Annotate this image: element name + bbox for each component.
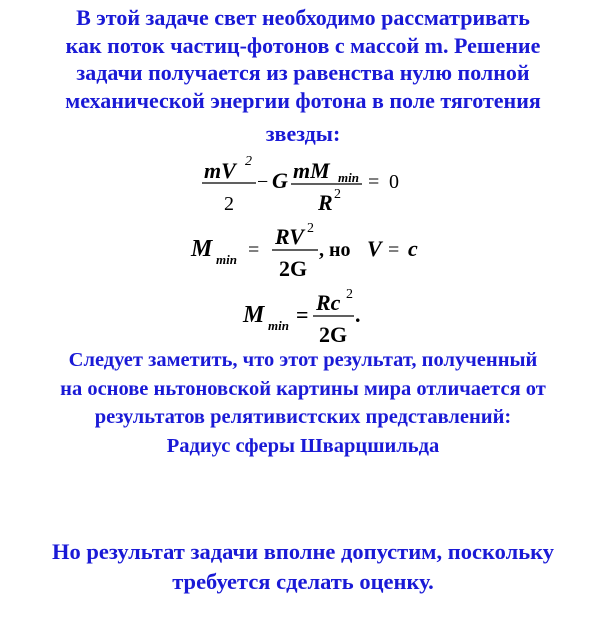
f2-V: V — [367, 236, 382, 261]
f2-sub: min — [216, 252, 237, 267]
f2-equals: = — [248, 239, 260, 261]
f3-sub: min — [268, 318, 289, 333]
note-line: Следует заметить, что этот результат, полученный — [68, 349, 538, 371]
formula-mmin-general — [188, 216, 428, 284]
note-line: результатов релятивистских представлений: — [94, 406, 512, 428]
f2-eq2: = — [388, 239, 400, 261]
formula-energy-balance — [190, 148, 420, 220]
f1-zero: 0 — [389, 171, 399, 193]
formula-mmin-result — [240, 282, 380, 350]
f1-den-left: 2 — [224, 193, 234, 215]
f1-den-right-exp: 2 — [334, 187, 341, 202]
f1-num-left-exp: 2 — [245, 154, 252, 169]
intro-line: В этой задаче свет необходимо рассматривать — [76, 5, 530, 30]
f2-den: 2G — [279, 256, 308, 281]
intro-line: как поток частиц-фотонов с массой m. Решение — [65, 32, 541, 58]
f1-minus: − — [257, 171, 269, 193]
f1-num-right-sub: min — [338, 170, 359, 185]
final-paragraph — [0, 537, 606, 597]
f3-den: 2G — [319, 322, 348, 347]
f1-num-right: mM — [293, 158, 330, 183]
f3-num: Rc — [316, 290, 341, 315]
f2-num: RV — [275, 224, 304, 249]
f2-num-exp: 2 — [307, 221, 314, 236]
intro-last-line: звезды: — [265, 121, 341, 146]
f3-equals: = — [296, 302, 309, 327]
f2-conj: , но — [319, 239, 351, 261]
f2-M: M — [191, 236, 213, 262]
f3-M: M — [243, 302, 265, 328]
intro-line: задачи получается из равенства нулю полной — [76, 60, 530, 85]
note-line: Радиус сферы Шварцшильда — [166, 434, 440, 457]
note-paragraph — [0, 346, 606, 460]
f3-period: . — [355, 302, 361, 327]
f3-num-exp: 2 — [346, 287, 353, 302]
note-line: на основе ньтоновской картины мира отличается от — [60, 377, 546, 400]
f1-den-right: R — [318, 190, 333, 215]
final-line: Но результат задачи вполне допустим, поскольку — [51, 539, 554, 564]
f2-c: c — [408, 236, 418, 261]
final-line: требуется сделать оценку. — [172, 569, 434, 594]
f1-equals: = — [368, 171, 380, 193]
f1-num-left: mV — [204, 158, 236, 183]
f1-G: G — [272, 168, 288, 193]
intro-paragraph — [0, 4, 606, 114]
intro-line: механической энергии фотона в поле тяготения — [65, 87, 541, 113]
